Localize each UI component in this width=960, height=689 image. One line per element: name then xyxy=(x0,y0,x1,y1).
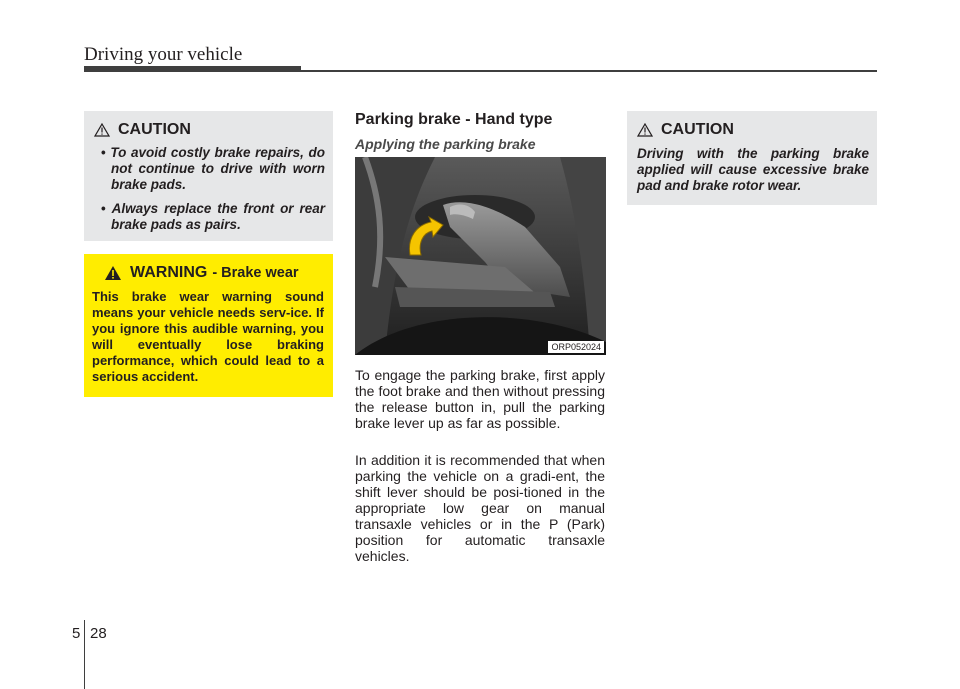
chapter-number: 5 xyxy=(72,625,81,642)
footer-divider xyxy=(84,620,85,689)
caution-heading-text: CAUTION xyxy=(661,121,734,138)
caution-box-right xyxy=(627,111,877,205)
warning-box xyxy=(84,254,333,397)
photo-code: ORP052024 xyxy=(548,341,604,353)
parking-brake-illustration xyxy=(355,157,606,355)
caution-triangle-icon xyxy=(94,123,110,137)
caution-item: • Always replace the front or rear brake pads as pairs. xyxy=(94,201,325,233)
subsection-title: Applying the parking brake xyxy=(355,136,536,152)
warning-heading-text: WARNING xyxy=(130,264,208,281)
caution-box-left xyxy=(84,111,333,241)
warning-subheading: - Brake wear xyxy=(212,265,299,281)
caution-triangle-icon xyxy=(637,123,653,137)
warning-body: This brake wear warning sound means your vehicle needs serv-ice. If you ignore this audible warning, you will eventually lose braking performance, which could lead to a serious accident. xyxy=(92,289,324,384)
page-number: 28 xyxy=(90,625,107,642)
caution-heading xyxy=(637,121,869,139)
caution-heading xyxy=(94,121,325,139)
header-title: Driving your vehicle xyxy=(84,44,243,65)
caution-heading-text: CAUTION xyxy=(118,121,191,138)
caution-body: Driving with the parking brake applied will cause excessive brake pad and brake rotor wear. xyxy=(637,146,869,193)
caution-list xyxy=(94,145,325,233)
parking-brake-photo xyxy=(355,157,606,355)
caution-item: • To avoid costly brake repairs, do not continue to drive with worn brake pads. xyxy=(94,145,325,193)
warning-triangle-icon xyxy=(104,265,122,281)
section-title: Parking brake - Hand type xyxy=(355,111,553,128)
header-bar xyxy=(84,66,301,72)
body-paragraph: To engage the parking brake, first apply the foot brake and then without pressing the release button in, pull the parking brake lever up as far as possible. xyxy=(355,367,605,431)
warning-heading xyxy=(104,264,324,282)
header-line xyxy=(301,70,877,72)
body-paragraph: In addition it is recommended that when parking the vehicle on a gradi-ent, the shift lever should be posi-tioned in the appropriate low gear on manual transaxle vehicles or in the P (Park) position for automatic transaxle vehicles. xyxy=(355,452,605,564)
